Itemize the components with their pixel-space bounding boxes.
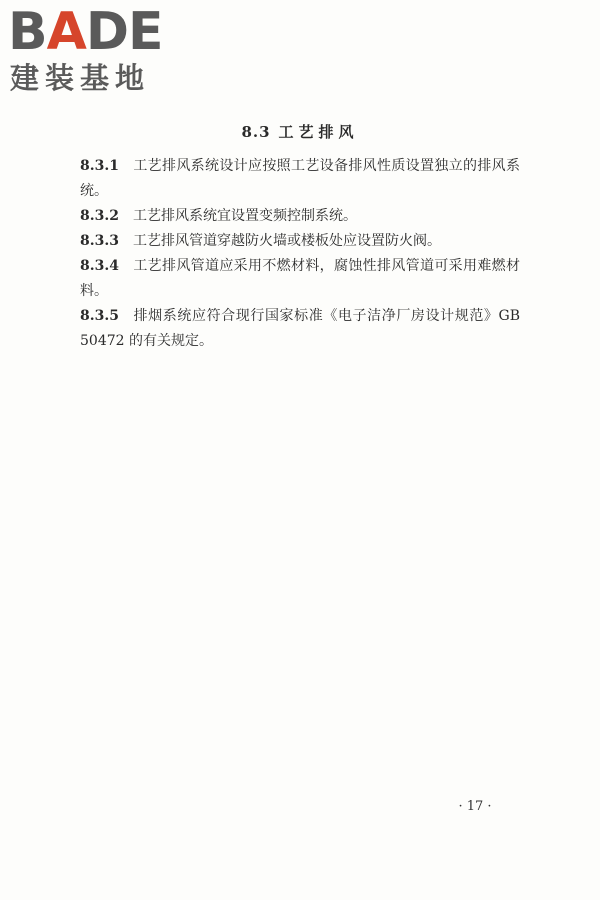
clause-number: 8.3.5: [80, 308, 119, 324]
document-body: [80, 122, 520, 354]
clause-text: 工艺排风管道应采用不燃材料，腐蚀性排风管道可采用难燃材料。: [80, 258, 520, 299]
clause-number: 8.3.3: [80, 233, 119, 249]
logo-letter-b: B: [8, 2, 47, 62]
section-title-text: 工艺排风: [278, 123, 359, 141]
logo-letter-a-accent: A: [46, 2, 86, 62]
logo-wordmark: [8, 4, 163, 60]
section-number: 8.3: [241, 123, 271, 141]
clause-text: 工艺排风管道穿越防火墙或楼板处应设置防火阀。: [132, 233, 441, 249]
clause-text: 工艺排风系统设计应按照工艺设备排风性质设置独立的排风系统。: [80, 158, 520, 199]
clause-8-3-1: [80, 154, 520, 204]
clause-text: 排烟系统应符合现行国家标准《电子洁净厂房设计规范》GB 50472 的有关规定。: [80, 308, 520, 349]
bade-logo: [8, 4, 178, 96]
clause-8-3-3: [80, 229, 520, 254]
logo-letters-de: DE: [85, 2, 163, 62]
page-number: · 17 ·: [458, 799, 492, 814]
clause-8-3-5: [80, 304, 520, 354]
logo-subtitle: 建装基地: [10, 61, 151, 95]
clause-text: 工艺排风系统宜设置变频控制系统。: [132, 208, 357, 224]
clause-8-3-2: [80, 204, 520, 229]
clause-number: 8.3.4: [80, 258, 119, 274]
clause-8-3-4: [80, 254, 520, 304]
section-heading: [80, 122, 520, 142]
clause-number: 8.3.1: [80, 158, 119, 174]
clause-number: 8.3.2: [80, 208, 119, 224]
